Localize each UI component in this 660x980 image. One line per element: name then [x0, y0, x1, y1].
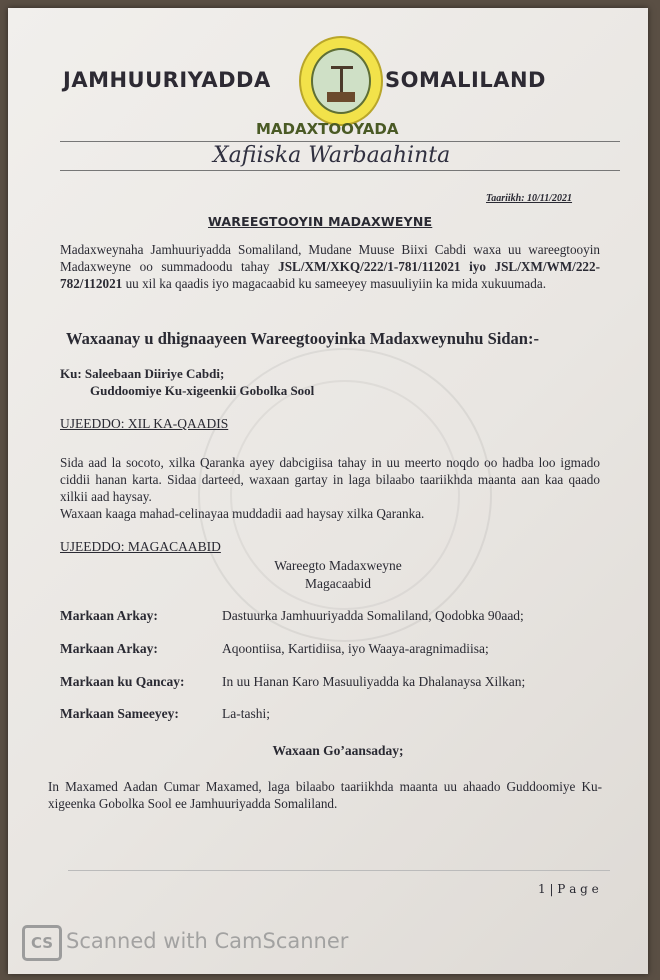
intro-ref-numbers: JSL/XM/XKQ/222/1-781/112021 iyo JSL/XM/WM/222-782/112021	[60, 259, 600, 291]
document-page	[8, 8, 648, 974]
header-divider	[60, 141, 620, 142]
clause-value-4: La-tashi;	[222, 706, 270, 721]
clause-label-2: Markaan Arkay:	[60, 641, 158, 656]
header-left-word: JAMHUURIYADDA	[63, 68, 271, 92]
section1-thanks: Waxaan kaaga mahad-celinayaa muddadii aad haysay xilka Qaranka.	[60, 506, 425, 521]
department-name: Xafiiska Warbaahinta	[213, 143, 451, 168]
decision-heading: Waxaan Go’aansaday;	[272, 743, 404, 758]
document-title: WAREEGTOOYIN MADAXWEYNE	[208, 214, 433, 229]
page-number: 1 | P a g e	[538, 882, 599, 896]
camscanner-watermark-text: Scanned with CamScanner	[66, 929, 349, 953]
recipient-line1: Ku: Saleebaan Diiriye Cabdi;	[60, 366, 225, 381]
intro-paragraph	[60, 241, 600, 292]
clause-label-1: Markaan Arkay:	[60, 608, 158, 623]
clause-value-3: In uu Hanan Karo Masuuliyadda ka Dhalanaysa Xilkan;	[222, 674, 526, 689]
clause-label-3: Markaan ku Qancay:	[60, 674, 185, 689]
intro-text-before: Madaxweynaha Jamhuuriyadda Somaliland, Mudane Muuse Biixi Cabdi waxa uu wareegtooyin Madaxweyne oo summadoodu tahay	[60, 242, 600, 274]
document-date: Taariikh: 10/11/2021	[486, 193, 573, 204]
clause-label-4: Markaan Sameeyey:	[60, 706, 179, 721]
header-divider-lower	[60, 170, 620, 171]
section2-sub1: Wareegto Madaxweyne	[274, 558, 402, 573]
recipient-line2: Guddoomiye Ku-xigeenkii Gobolka Sool	[90, 383, 315, 398]
section2-sub2: Magacaabid	[305, 576, 371, 591]
footer-divider	[68, 870, 610, 871]
header-right-word: SOMALILAND	[385, 68, 546, 92]
somaliland-coat-of-arms-icon	[299, 36, 383, 126]
office-name: MADAXTOOYADA	[256, 120, 399, 138]
section1-heading: UJEEDDO: XIL KA-QAADIS	[60, 416, 229, 431]
section1-body: Sida aad la socoto, xilka Qaranka ayey dabcigiisa tahay in uu meerto noqdo oo hadba loo igmado ciddii hanan karta. Sidaa darteed, waxaan gartay in laga bilaabo taariikhda maanta aan kaa qaado xilkii aad haysay.	[60, 455, 600, 504]
subheading: Waxaanay u dhignaayeen Wareegtooyinka Madaxweynuhu Sidan:-	[66, 329, 539, 348]
clause-value-1: Dastuurka Jamhuuriyadda Somaliland, Qodobka 90aad;	[222, 608, 524, 623]
intro-text-after: uu xil ka qaadis iyo magacaabid ku sameeyey masuuliyiin ka mida xukuumada.	[122, 276, 547, 291]
clause-value-2: Aqoontiisa, Kartidiisa, iyo Waaya-aragnimadiisa;	[222, 641, 489, 656]
section2-heading: UJEEDDO: MAGACAABID	[60, 539, 221, 554]
camscanner-logo-icon: CS	[22, 925, 62, 961]
decision-text: In Maxamed Aadan Cumar Maxamed, laga bilaabo taariikhda maanta uu ahaado Guddoomiye Ku-xigeenka Gobolka Sool ee Jamhuuriyadda Somaliland.	[48, 779, 602, 811]
